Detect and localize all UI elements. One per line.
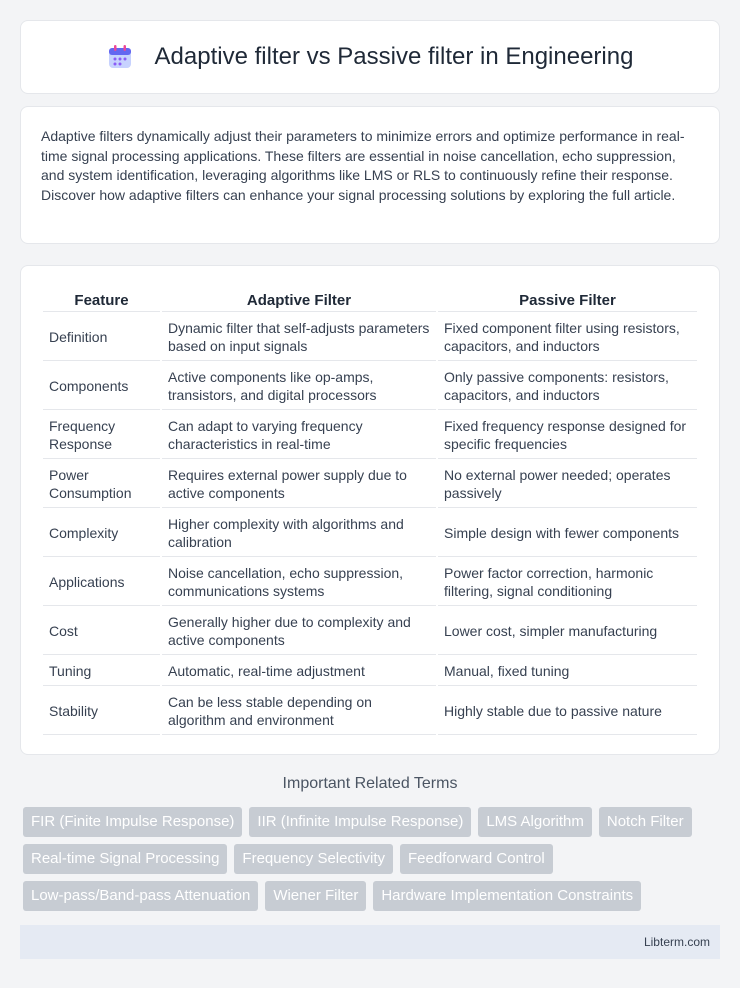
related-terms bbox=[20, 775, 720, 911]
table-row bbox=[43, 363, 697, 410]
tag-notch[interactable]: Notch Filter bbox=[599, 807, 692, 837]
footer bbox=[20, 925, 720, 959]
tag-list bbox=[20, 807, 720, 911]
header-feature: Feature bbox=[43, 288, 160, 312]
cell-feature: Cost bbox=[43, 608, 160, 655]
cell-passive: Fixed frequency response designed for specific frequencies bbox=[438, 412, 697, 459]
tag-fir[interactable]: FIR (Finite Impulse Response) bbox=[23, 807, 242, 837]
cell-adaptive: Can be less stable depending on algorithm and environment bbox=[162, 688, 436, 735]
table-row bbox=[43, 608, 697, 655]
comparison-table bbox=[41, 286, 699, 737]
related-terms-heading: Important Related Terms bbox=[282, 775, 458, 792]
cell-adaptive: Noise cancellation, echo suppression, communications systems bbox=[162, 559, 436, 606]
footer-link[interactable]: Libterm.com bbox=[643, 935, 710, 949]
cell-passive: Manual, fixed tuning bbox=[438, 657, 697, 686]
page-title: Adaptive filter vs Passive filter in Engineering bbox=[154, 43, 634, 70]
cell-feature: Tuning bbox=[43, 657, 160, 686]
cell-passive: Simple design with fewer components bbox=[438, 510, 697, 557]
cell-adaptive: Automatic, real-time adjustment bbox=[162, 657, 436, 686]
cell-adaptive: Active components like op-amps, transistors, and digital processors bbox=[162, 363, 436, 410]
table-row bbox=[43, 688, 697, 735]
header-passive: Passive Filter bbox=[438, 288, 697, 312]
cell-feature: Applications bbox=[43, 559, 160, 606]
tag-wiener[interactable]: Wiener Filter bbox=[265, 881, 366, 911]
cell-feature: Components bbox=[43, 363, 160, 410]
header-adaptive: Adaptive Filter bbox=[162, 288, 436, 312]
cell-adaptive: Generally higher due to complexity and active components bbox=[162, 608, 436, 655]
cell-passive: Lower cost, simpler manufacturing bbox=[438, 608, 697, 655]
cell-feature: Stability bbox=[43, 688, 160, 735]
table-header-row bbox=[43, 288, 697, 312]
cell-adaptive: Requires external power supply due to active components bbox=[162, 461, 436, 508]
tag-lms[interactable]: LMS Algorithm bbox=[478, 807, 592, 837]
tag-attenuation[interactable]: Low-pass/Band-pass Attenuation bbox=[23, 881, 258, 911]
comparison-table-card bbox=[20, 265, 720, 755]
tag-hardware[interactable]: Hardware Implementation Constraints bbox=[373, 881, 641, 911]
cell-passive: Fixed component filter using resistors, capacitors, and inductors bbox=[438, 314, 697, 361]
tag-realtime[interactable]: Real-time Signal Processing bbox=[23, 844, 227, 874]
intro-text: Adaptive filters dynamically adjust their parameters to minimize errors and optimize performance in real-time signal processing applications. These filters are essential in noise cancellation, echo suppression, and system identification, leveraging algorithms like LMS or RLS to continuously refine their response. Discover how adaptive filters can enhance your signal processing solutions by exploring the full article. bbox=[41, 128, 685, 203]
cell-passive: Highly stable due to passive nature bbox=[438, 688, 697, 735]
cell-passive: No external power needed; operates passively bbox=[438, 461, 697, 508]
table-row bbox=[43, 559, 697, 606]
table-row bbox=[43, 657, 697, 686]
title-card bbox=[20, 20, 720, 94]
table-row bbox=[43, 461, 697, 508]
intro-card bbox=[20, 106, 720, 244]
table-row bbox=[43, 510, 697, 557]
cell-feature: Frequency Response bbox=[43, 412, 160, 459]
cell-adaptive: Dynamic filter that self-adjusts parameters based on input signals bbox=[162, 314, 436, 361]
cell-feature: Definition bbox=[43, 314, 160, 361]
tag-selectivity[interactable]: Frequency Selectivity bbox=[234, 844, 393, 874]
cell-adaptive: Higher complexity with algorithms and calibration bbox=[162, 510, 436, 557]
cell-passive: Power factor correction, harmonic filtering, signal conditioning bbox=[438, 559, 697, 606]
table-row bbox=[43, 314, 697, 361]
tag-iir[interactable]: IIR (Infinite Impulse Response) bbox=[249, 807, 471, 837]
cell-feature: Power Consumption bbox=[43, 461, 160, 508]
cell-passive: Only passive components: resistors, capacitors, and inductors bbox=[438, 363, 697, 410]
tag-feedforward[interactable]: Feedforward Control bbox=[400, 844, 553, 874]
table-row bbox=[43, 412, 697, 459]
cell-feature: Complexity bbox=[43, 510, 160, 557]
calendar-icon bbox=[107, 44, 133, 70]
cell-adaptive: Can adapt to varying frequency characteristics in real-time bbox=[162, 412, 436, 459]
